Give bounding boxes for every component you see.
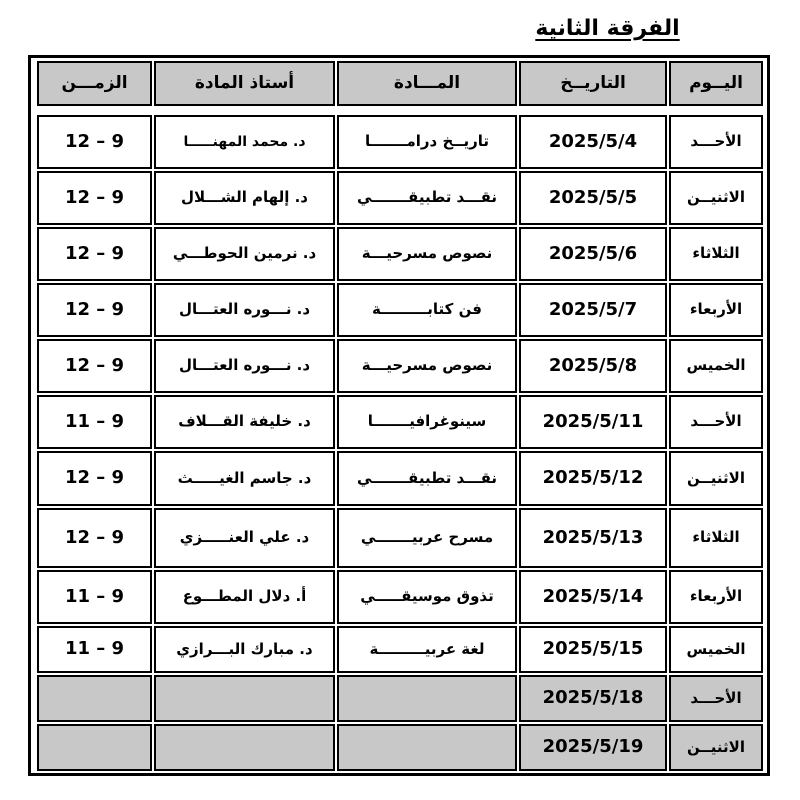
- row-subject: نصوص مسرحيـــة: [337, 339, 517, 393]
- row-subject: [337, 724, 517, 771]
- row-time: 9 – 12: [37, 227, 152, 281]
- row-date: 2025/5/18: [519, 675, 667, 722]
- table-header-row: [31, 61, 767, 106]
- row-date: 2025/5/4: [519, 115, 667, 169]
- row-day: الثلاثاء: [669, 508, 763, 568]
- row-subject: [337, 675, 517, 722]
- row-date: 2025/5/5: [519, 171, 667, 225]
- row-day: الاثنيــن: [669, 451, 763, 506]
- row-professor: د. نـــوره العتـــال: [154, 339, 335, 393]
- row-professor: أ. دلال المطـــوع: [154, 570, 335, 624]
- row-day: الأحـــد: [669, 675, 763, 722]
- row-date: 2025/5/13: [519, 508, 667, 568]
- page-title: الفرقة الثانية: [535, 16, 680, 41]
- row-day: الاثنيــن: [669, 724, 763, 771]
- row-date: 2025/5/7: [519, 283, 667, 337]
- row-date: 2025/5/15: [519, 626, 667, 673]
- row-date: 2025/5/6: [519, 227, 667, 281]
- row-time: 9 – 11: [37, 570, 152, 624]
- row-date: 2025/5/8: [519, 339, 667, 393]
- row-time: 9 – 11: [37, 626, 152, 673]
- row-subject: تذوق موسيقـــــي: [337, 570, 517, 624]
- row-professor: د. علي العنـــــزي: [154, 508, 335, 568]
- row-professor: [154, 724, 335, 771]
- header-date: التاريــخ: [519, 61, 667, 106]
- row-time: [37, 724, 152, 771]
- row-subject: تاريــخ درامـــــــا: [337, 115, 517, 169]
- row-day: الثلاثاء: [669, 227, 763, 281]
- row-professor: د. نرمين الحوطـــي: [154, 227, 335, 281]
- row-subject: فن كتابـــــــــة: [337, 283, 517, 337]
- row-subject: سينوغرافيـــــــا: [337, 395, 517, 449]
- table-row: [31, 570, 767, 624]
- header-time: الزمـــن: [37, 61, 152, 106]
- table-row: [31, 283, 767, 337]
- row-subject: لغة عربيـــــــــة: [337, 626, 517, 673]
- row-day: الأحـــد: [669, 115, 763, 169]
- row-day: الخميس: [669, 626, 763, 673]
- row-subject: نقـــد تطبيقـــــــي: [337, 171, 517, 225]
- row-date: 2025/5/14: [519, 570, 667, 624]
- row-professor: د. محمد المهنـــــا: [154, 115, 335, 169]
- table-row: [31, 724, 767, 771]
- row-professor: د. جاسم الغيـــــث: [154, 451, 335, 506]
- row-subject: مسرح عربيـــــــي: [337, 508, 517, 568]
- table-row: [31, 171, 767, 225]
- row-day: الأربعاء: [669, 283, 763, 337]
- table-row: [31, 227, 767, 281]
- table-row: [31, 508, 767, 568]
- row-time: 9 – 12: [37, 451, 152, 506]
- row-subject: نقـــد تطبيقـــــــي: [337, 451, 517, 506]
- table-row: [31, 115, 767, 169]
- table-row: [31, 395, 767, 449]
- row-day: الأربعاء: [669, 570, 763, 624]
- row-time: [37, 675, 152, 722]
- row-professor: د. مبارك البـــرازي: [154, 626, 335, 673]
- header-subject: المـــادة: [337, 61, 517, 106]
- row-date: 2025/5/19: [519, 724, 667, 771]
- row-time: 9 – 12: [37, 283, 152, 337]
- row-professor: [154, 675, 335, 722]
- table-row: [31, 451, 767, 506]
- row-day: الاثنيــن: [669, 171, 763, 225]
- row-time: 9 – 12: [37, 339, 152, 393]
- table-row: [31, 675, 767, 722]
- row-day: الخميس: [669, 339, 763, 393]
- table-row: [31, 626, 767, 673]
- row-professor: د. إلهام الشـــلال: [154, 171, 335, 225]
- row-date: 2025/5/12: [519, 451, 667, 506]
- row-day: الأحـــد: [669, 395, 763, 449]
- row-time: 9 – 11: [37, 395, 152, 449]
- header-day: اليــوم: [669, 61, 763, 106]
- row-time: 9 – 12: [37, 508, 152, 568]
- row-date: 2025/5/11: [519, 395, 667, 449]
- row-professor: د. خليفة القـــلاف: [154, 395, 335, 449]
- schedule-table: [28, 55, 770, 776]
- header-professor: أستاذ المادة: [154, 61, 335, 106]
- row-time: 9 – 12: [37, 171, 152, 225]
- row-professor: د. نـــوره العتـــال: [154, 283, 335, 337]
- row-time: 9 – 12: [37, 115, 152, 169]
- row-subject: نصوص مسرحيـــة: [337, 227, 517, 281]
- table-row: [31, 339, 767, 393]
